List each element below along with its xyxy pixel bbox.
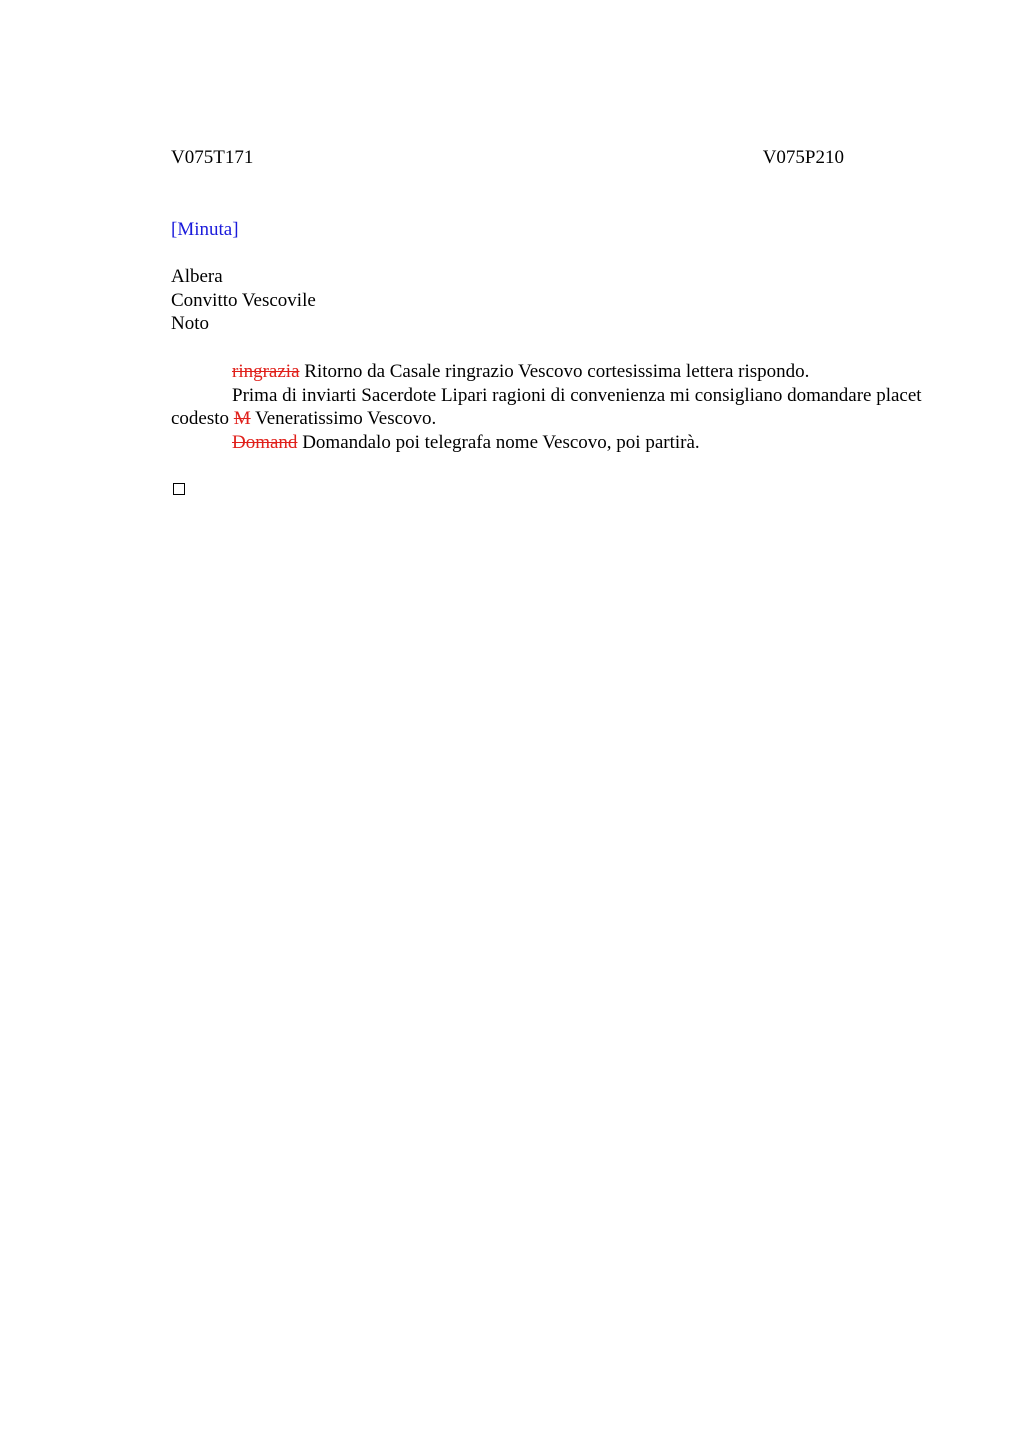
minuta-label: [Minuta] [171,219,239,240]
address-line-city: Noto [171,313,209,334]
paragraph-2 [171,384,931,431]
paragraph-3 [171,431,931,455]
recipient-address [171,265,316,336]
document-code-right: V075P210 [762,147,844,168]
deleted-word: M [233,408,251,429]
address-line-institution: Convitto Vescovile [171,289,316,311]
document-codes [171,146,844,170]
paragraph-text: Prima di inviarti Sacerdote Lipari ragioni di convenienza mi consigliano domandare placet codesto [171,384,922,429]
deleted-word: ringrazia [232,361,300,382]
paragraph-text: Veneratissimo Vescovo. [250,408,437,429]
paragraph-text: Ritorno da Casale ringrazio Vescovo cortesissima lettera rispondo. [299,361,810,382]
deleted-word: Domand [232,431,298,453]
address-line-name: Albera [171,266,223,287]
document-code-left: V075T171 [171,147,254,168]
paragraph-text: Domandalo poi telegrafa nome Vescovo, poi partirà. [297,431,700,453]
letter-body [171,360,931,454]
paragraph-1 [171,360,931,384]
square-outline-icon [173,483,185,495]
